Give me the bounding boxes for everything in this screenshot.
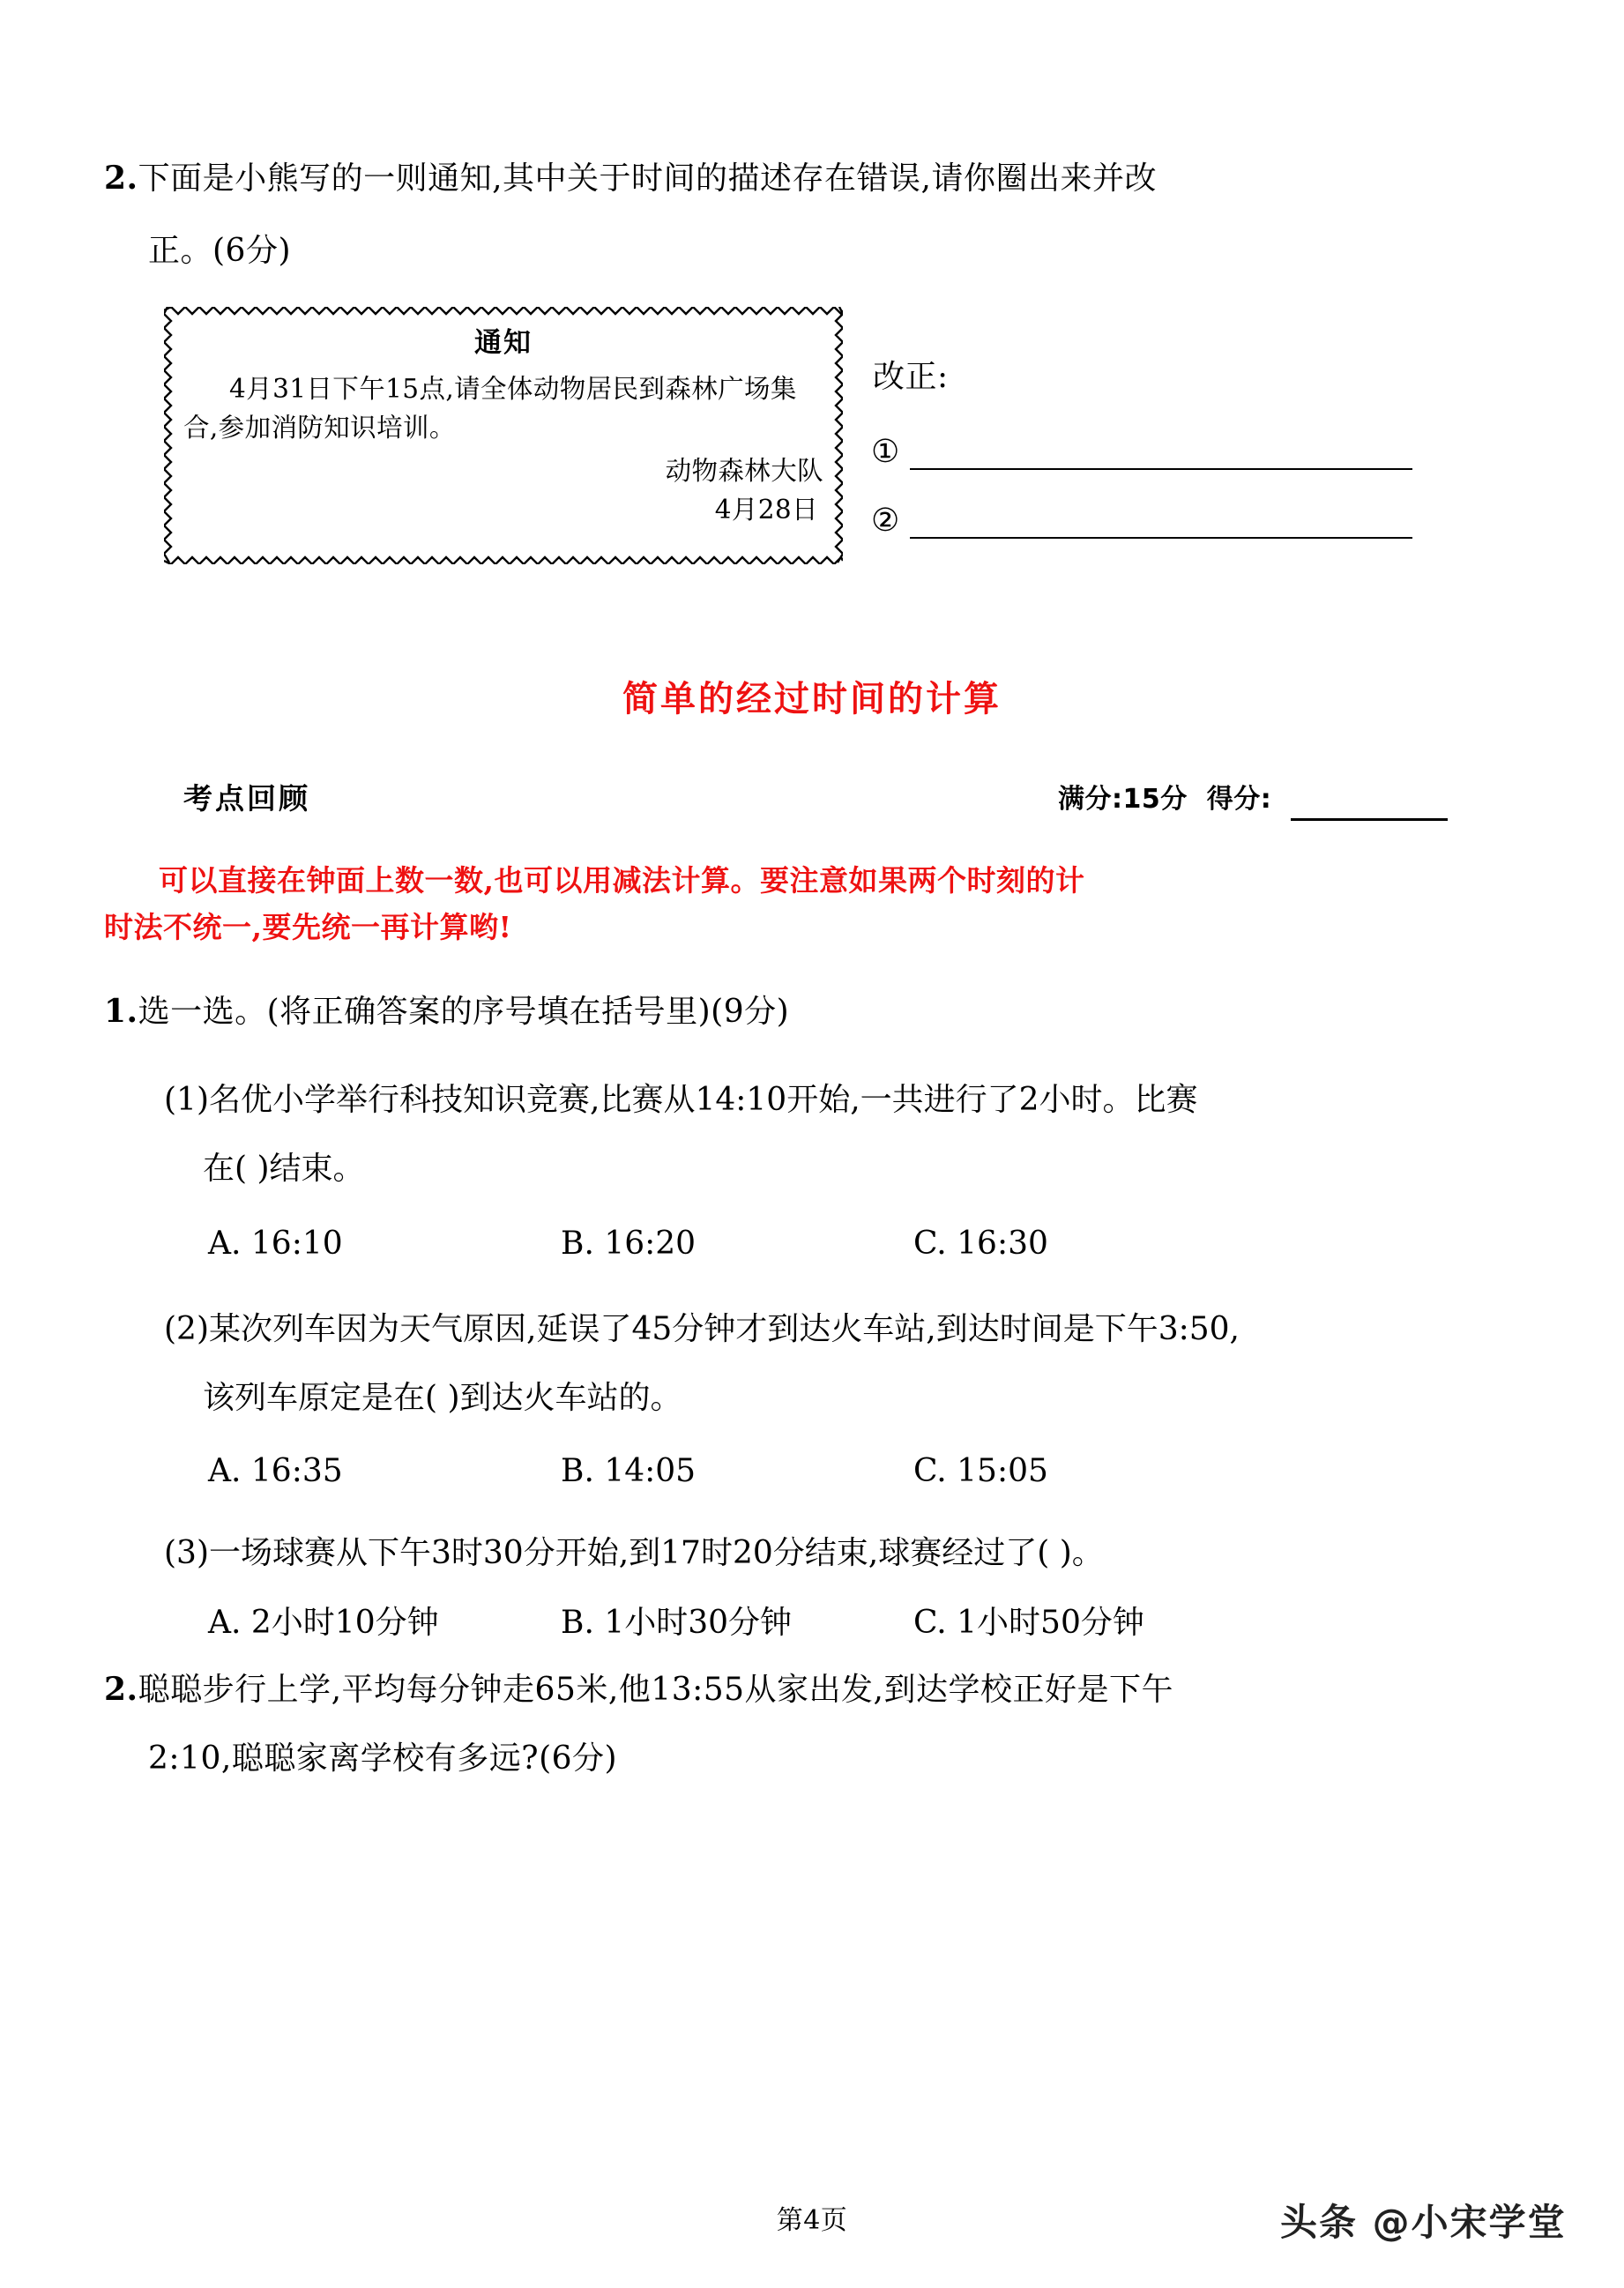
watermark: 头条 @小宋学堂 bbox=[1280, 2201, 1567, 2244]
option-1-1-c[interactable]: C. 16:30 bbox=[913, 1226, 1048, 1262]
question-2 bbox=[104, 1665, 1532, 1784]
question-1-item-3 bbox=[164, 1529, 1531, 1578]
exercise-2-line2: 正。(6分) bbox=[148, 232, 291, 269]
score-row bbox=[1058, 779, 1448, 821]
notice-title: 通知 bbox=[474, 327, 533, 359]
score-label: 得分: bbox=[1206, 784, 1272, 815]
question-1-item-1-text: 名优小学举行科技知识竞赛,比赛从14:10开始,一共进行了2小时。比赛 bbox=[209, 1082, 1198, 1118]
option-1-2-b[interactable]: B. 14:05 bbox=[561, 1453, 697, 1489]
notice-body: 4月31日下午15点,请全体动物居民到森林广场集合,参加消防知识培训。 bbox=[183, 373, 797, 443]
question-1-title: 选一选。(将正确答案的序号填在括号里)(9分) bbox=[138, 994, 790, 1030]
review-tip-line1: 可以直接在钟面上数一数,也可以用减法计算。要注意如果两个时刻的计 bbox=[159, 863, 1085, 898]
correction-answer-blank-1[interactable] bbox=[910, 442, 1412, 470]
question-1-item-1-cont[interactable]: 在( )结束。 bbox=[203, 1151, 365, 1188]
question-2-line1: 聪聪步行上学,平均每分钟走65米,他13:55从家出发,到达学校正好是下午 bbox=[138, 1672, 1173, 1708]
option-1-3-a[interactable]: A. 2小时10分钟 bbox=[208, 1605, 439, 1641]
question-1-item-1-options bbox=[208, 1226, 1531, 1262]
question-1-item-3-options bbox=[208, 1598, 1531, 1643]
correction-marker-1: ① bbox=[871, 434, 900, 470]
question-1-item-3-text[interactable]: 一场球赛从下午3时30分开始,到17时20分结束,球赛经过了( )。 bbox=[209, 1535, 1104, 1571]
section-title: 简单的经过时间的计算 bbox=[622, 679, 1002, 719]
question-1-item-3-label: (3) bbox=[164, 1535, 209, 1571]
full-score-text: 满分:15分 bbox=[1058, 784, 1188, 815]
question-1-item-2-options bbox=[208, 1453, 1531, 1489]
question-1-item-1-label: (1) bbox=[164, 1082, 209, 1118]
page-number: 第4页 bbox=[776, 2205, 848, 2236]
question-1-item-2-text: 某次列车因为天气原因,延误了45分钟才到达火车站,到达时间是下午3:50, bbox=[209, 1311, 1240, 1347]
question-1-item-1 bbox=[164, 1076, 1531, 1194]
correction-line-1[interactable] bbox=[871, 434, 1412, 470]
notice-signature: 动物森林大队 bbox=[665, 456, 823, 487]
correction-line-2[interactable] bbox=[871, 503, 1412, 539]
option-1-1-a[interactable]: A. 16:10 bbox=[208, 1226, 343, 1262]
exercise-2-top bbox=[104, 154, 1523, 276]
option-1-3-c[interactable]: C. 1小时50分钟 bbox=[913, 1605, 1144, 1641]
option-1-2-c[interactable]: C. 15:05 bbox=[913, 1453, 1048, 1489]
question-1-heading bbox=[104, 987, 789, 1037]
review-tip bbox=[104, 857, 1532, 951]
score-input-blank[interactable] bbox=[1291, 795, 1448, 821]
correction-marker-2: ② bbox=[871, 503, 900, 539]
question-2-number: 2. bbox=[104, 1671, 138, 1708]
review-tip-line2: 时法不统一,要先统一再计算哟! bbox=[104, 910, 512, 945]
option-1-1-b[interactable]: B. 16:20 bbox=[561, 1226, 697, 1262]
review-label: 考点回顾 bbox=[183, 781, 310, 816]
notice-box bbox=[164, 307, 843, 564]
option-1-2-a[interactable]: A. 16:35 bbox=[208, 1453, 343, 1489]
question-1-number: 1. bbox=[104, 993, 138, 1030]
option-1-3-b[interactable]: B. 1小时30分钟 bbox=[561, 1605, 793, 1641]
notice-date: 4月28日 bbox=[714, 495, 818, 525]
notice-content bbox=[183, 323, 823, 550]
exercise-2-number: 2. bbox=[104, 160, 138, 197]
correction-answer-blank-2[interactable] bbox=[910, 511, 1412, 539]
question-1-item-2-cont[interactable]: 该列车原定是在( )到达火车站的。 bbox=[203, 1380, 682, 1417]
question-2-line2: 2:10,聪聪家离学校有多远?(6分) bbox=[148, 1740, 618, 1777]
correction-label: 改正: bbox=[873, 359, 949, 395]
question-1-item-2-label: (2) bbox=[164, 1311, 209, 1347]
question-1-item-2 bbox=[164, 1305, 1531, 1423]
exercise-2-line1: 下面是小熊写的一则通知,其中关于时间的描述存在错误,请你圈出来并改 bbox=[138, 160, 1157, 197]
